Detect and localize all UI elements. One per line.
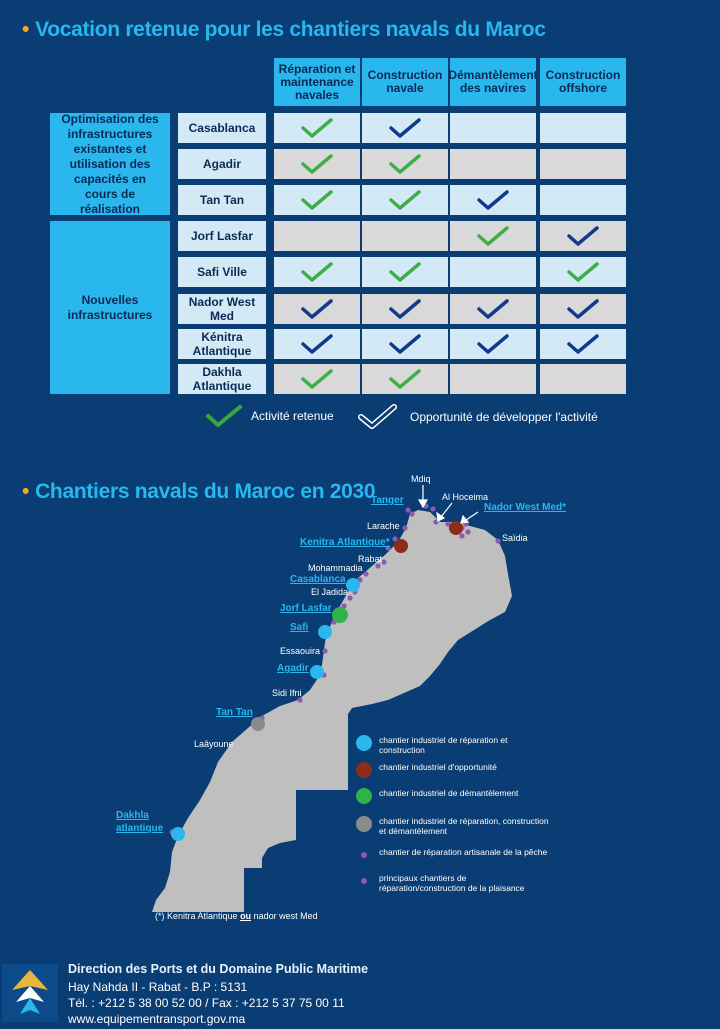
outline-check-icon <box>358 404 398 430</box>
logo-emblem-icon <box>0 962 60 1026</box>
morocco-map <box>0 460 720 930</box>
marker-casablanca <box>346 578 360 592</box>
marker-safi <box>318 625 332 639</box>
link-kenitra[interactable]: Kenitra Atlantique* <box>300 537 390 548</box>
blue-check-icon <box>566 333 600 355</box>
map-legend-marker <box>356 816 372 832</box>
map-legend-text: chantier industriel de réparation et construction <box>379 735 508 755</box>
link-agadir[interactable]: Agadir <box>277 663 309 674</box>
blue-check-icon <box>476 189 510 211</box>
column-header: Construction offshore <box>540 58 626 106</box>
table-cell <box>450 364 536 394</box>
map-legend-text: chantier industriel de réparation, construction et démantèlement <box>379 816 549 836</box>
table-cell <box>540 364 626 394</box>
blue-check-icon <box>566 225 600 247</box>
table-cell <box>362 257 448 287</box>
footer-phone: Tél. : +212 5 38 00 52 00 / Fax : +212 5 37 75 00 11 <box>68 996 345 1010</box>
link-jorf-lasfar[interactable]: Jorf Lasfar <box>280 603 332 614</box>
table-cell <box>274 294 360 324</box>
table-cell <box>450 149 536 179</box>
map-legend-marker <box>361 852 367 858</box>
link-tantan[interactable]: Tan Tan <box>216 707 253 718</box>
green-check-icon <box>300 189 334 211</box>
map-legend-text: chantier industriel de démantèlement <box>379 788 519 798</box>
column-header: Construction navale <box>362 58 448 106</box>
row-city-label: Kénitra Atlantique <box>178 329 266 359</box>
artisanal-dot <box>381 559 386 564</box>
table-cell <box>450 221 536 251</box>
label-mdiq: Mdiq <box>411 474 431 484</box>
legend-retained: Activité retenue <box>205 404 334 428</box>
table-cell <box>450 185 536 215</box>
map-legend-text: chantier de réparation artisanale de la pêche <box>379 847 548 857</box>
table-cell <box>274 257 360 287</box>
section-title-vocation: • Vocation retenue pour les chantiers navals du Maroc <box>22 18 546 41</box>
table-cell <box>540 185 626 215</box>
table-cell <box>540 329 626 359</box>
map-legend-marker <box>356 788 372 804</box>
link-dakhla-atlantique[interactable]: atlantique <box>116 823 164 834</box>
label-laayoune: Laâyoune <box>194 739 234 749</box>
table-cell <box>540 221 626 251</box>
table-cell <box>274 149 360 179</box>
legend-opportunity: Opportunité de développer l'activité <box>358 404 598 430</box>
blue-check-icon <box>300 333 334 355</box>
table-cell <box>450 257 536 287</box>
row-city-label: Safi Ville <box>178 257 266 287</box>
table-cell <box>362 113 448 143</box>
marker-agadir <box>310 665 324 679</box>
label-rabat: Rabat <box>358 554 383 564</box>
green-check-icon <box>388 189 422 211</box>
map-legend-marker <box>356 735 372 751</box>
green-check-icon <box>205 404 243 428</box>
ministry-logo <box>0 962 60 1026</box>
map-footnote: (*) Kenitra Atlantique ou nador west Med <box>155 911 318 921</box>
table-cell <box>362 294 448 324</box>
row-city-label: Dakhla Atlantique <box>178 364 266 394</box>
artisanal-dot <box>297 697 302 702</box>
footer-address: Hay Nahda II - Rabat - B.P : 5131 <box>68 980 248 994</box>
label-mohammadia: Mohammadia <box>308 563 363 573</box>
artisanal-dot <box>459 533 464 538</box>
column-header: Réparation et maintenance navales <box>274 58 360 106</box>
table-cell <box>362 149 448 179</box>
row-city-label: Jorf Lasfar <box>178 221 266 251</box>
label-alhoceima: Al Hoceima <box>442 492 489 502</box>
green-check-icon <box>388 368 422 390</box>
label-eljadida: El Jadida <box>311 587 349 597</box>
artisanal-dot <box>409 511 414 516</box>
table-cell <box>362 329 448 359</box>
blue-check-icon <box>476 298 510 320</box>
row-group-label: Nouvelles infrastructures <box>50 221 170 394</box>
green-check-icon <box>566 261 600 283</box>
map-legend-text: chantier industriel d'opportunité <box>379 762 497 772</box>
row-city-label: Casablanca <box>178 113 266 143</box>
row-group-label: Optimisation des infrastructures existantes et utilisation des capacités en cours de réalisation <box>50 113 170 215</box>
artisanal-dot <box>402 525 407 530</box>
table-cell <box>362 221 448 251</box>
table-cell <box>450 294 536 324</box>
artisanal-dot <box>347 595 352 600</box>
green-check-icon <box>300 117 334 139</box>
link-tanger[interactable]: Tanger <box>371 495 404 506</box>
table-cell <box>362 364 448 394</box>
artisanal-dot <box>430 506 435 511</box>
green-check-icon <box>388 153 422 175</box>
marker-dakhla <box>171 827 185 841</box>
blue-check-icon <box>388 333 422 355</box>
label-larache: Larache <box>367 521 400 531</box>
artisanal-dot <box>363 571 368 576</box>
map-legend-marker <box>361 878 367 884</box>
table-cell <box>274 364 360 394</box>
artisanal-dot <box>375 563 380 568</box>
green-check-icon <box>300 261 334 283</box>
green-check-icon <box>300 368 334 390</box>
green-check-icon <box>388 261 422 283</box>
label-essaouira: Essaouira <box>280 646 321 656</box>
row-city-label: Tan Tan <box>178 185 266 215</box>
footer-org: Direction des Ports et du Domaine Public Maritime <box>68 962 369 976</box>
link-dakhla[interactable]: Dakhla <box>116 810 149 821</box>
blue-check-icon <box>388 117 422 139</box>
label-sidiifni: Sidi Ifni <box>272 688 302 698</box>
table-cell <box>362 185 448 215</box>
column-header: Démantèlement des navires <box>450 58 536 106</box>
green-check-icon <box>300 153 334 175</box>
green-check-icon <box>476 225 510 247</box>
row-city-label: Agadir <box>178 149 266 179</box>
artisanal-dot <box>322 648 327 653</box>
map-legend-text: principaux chantiers de réparation/construction de la plaisance <box>379 873 525 893</box>
link-safi[interactable]: Safi <box>290 622 309 633</box>
section-title-2030: • Chantiers navals du Maroc en 2030 <box>22 480 376 503</box>
blue-check-icon <box>566 298 600 320</box>
table-cell <box>274 113 360 143</box>
blue-check-icon <box>476 333 510 355</box>
table-cell <box>540 149 626 179</box>
table-cell <box>540 294 626 324</box>
label-saidia: Saïdia <box>502 533 528 543</box>
table-cell <box>274 221 360 251</box>
blue-check-icon <box>300 298 334 320</box>
artisanal-dot <box>465 529 470 534</box>
marker-tantan <box>251 717 265 731</box>
table-cell <box>540 113 626 143</box>
table-cell <box>274 185 360 215</box>
footer-web[interactable]: www.equipementransport.gov.ma <box>68 1012 246 1026</box>
table-cell <box>450 113 536 143</box>
table-cell <box>450 329 536 359</box>
table-cell <box>274 329 360 359</box>
artisanal-dot <box>405 507 410 512</box>
marker-kenitra <box>394 539 408 553</box>
blue-check-icon <box>388 298 422 320</box>
link-nador[interactable]: Nador West Med* <box>484 502 567 513</box>
row-city-label: Nador West Med <box>178 294 266 324</box>
artisanal-dot <box>495 538 500 543</box>
link-casablanca[interactable]: Casablanca <box>290 574 346 585</box>
map-legend-marker <box>356 762 372 778</box>
table-cell <box>540 257 626 287</box>
marker-jorf-lasfar <box>332 607 348 623</box>
